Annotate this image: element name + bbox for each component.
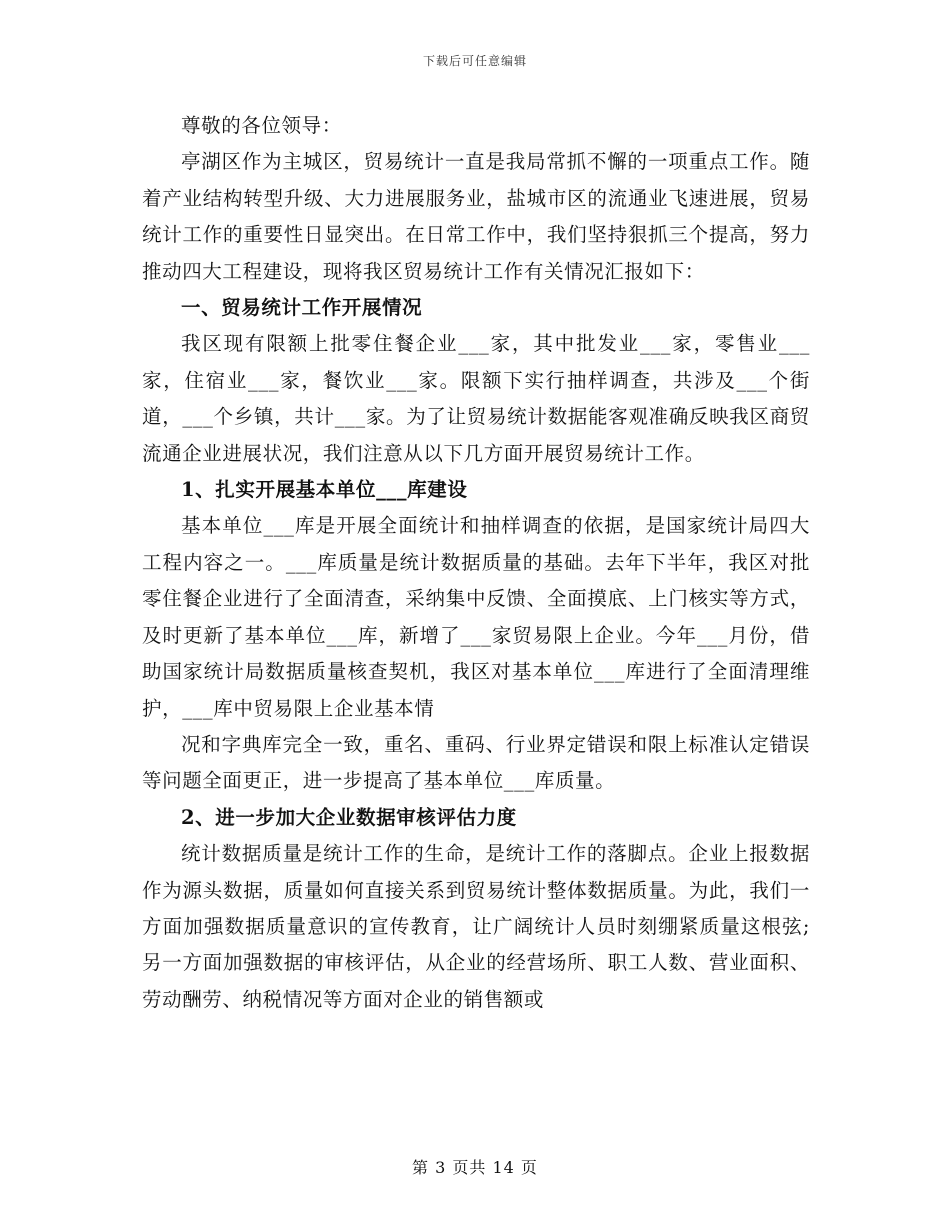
section-1-paragraph: 我区现有限额上批零住餐企业___家，其中批发业___家，零售业___家，住宿业___家，餐饮业___家。限额下实行抽样调查，共涉及___个街道，___个乡镇，共计___家。为了让贸易统计数据能客观准确反映我区商贸流通企业进展状况，我们注意从以下几方面开展贸易统计工作。 — [142, 332, 810, 465]
section-heading-1: 一、贸易统计工作开展情况 — [181, 296, 423, 320]
subsection-heading-1: 1、扎实开展基本单位___库建设 — [181, 478, 468, 502]
subsection-heading-2: 2、进一步加大企业数据审核评估力度 — [181, 805, 517, 829]
salutation: 尊敬的各位领导： — [181, 114, 342, 137]
page-number: 第 3 页共 14 页 — [412, 1158, 538, 1177]
subsection-2-paragraph: 统计数据质量是统计工作的生命，是统计工作的落脚点。企业上报数据作为源头数据，质量如何直接关系到贸易统计整体数据质量。为此，我们一方面加强数据质量意识的宣传教育，让广阔统计人员时刻绷紧质量这根弦;另一方面加强数据的审核评估，从企业的经营场所、职工人数、营业面积、劳动酬劳、纳税情况等方面对企业的销售额或 — [142, 842, 810, 1011]
subsection-1-paragraph-b: 况和字典库完全一致，重名、重码、行业界定错误和限上标准认定错误等问题全面更正，进一步提高了基本单位___库质量。 — [142, 732, 810, 793]
subsection-1-paragraph-a: 基本单位___库是开展全面统计和抽样调查的依据，是国家统计局四大工程内容之一。___库质量是统计数据质量的基础。去年下半年，我区对批零住餐企业进行了全面清查，采纳集中反馈、全面摸底、上门核实等方式，及时更新了基本单位___库，新增了___家贸易限上企业。今年___月份，借助国家统计局数据质量核查契机，我区对基本单位___库进行了全面清理维护，___库中贸易限上企业基本情 — [142, 514, 810, 720]
header-note: 下载后可任意编辑 — [422, 54, 527, 68]
document-body — [142, 108, 810, 1018]
intro-paragraph: 亭湖区作为主城区，贸易统计一直是我局常抓不懈的一项重点工作。随着产业结构转型升级、大力进展服务业，盐城市区的流通业飞速进展，贸易统计工作的重要性日显突出。在日常工作中，我们坚持狠抓三个提高，努力推动四大工程建设，现将我区贸易统计工作有关情况汇报如下： — [142, 150, 810, 283]
